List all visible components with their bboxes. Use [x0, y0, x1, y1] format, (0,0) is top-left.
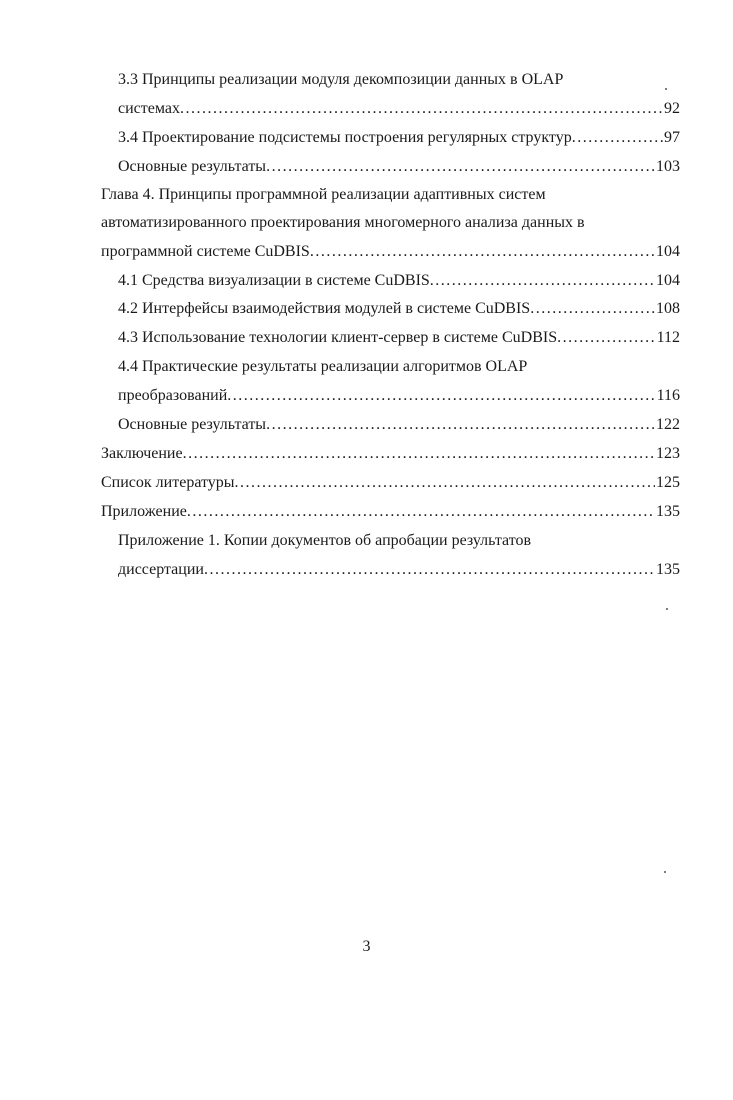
dot-leader: [187, 500, 655, 524]
toc-entry-text: преобразований: [118, 387, 228, 404]
toc-entry-3-4: [118, 126, 680, 150]
dot-leader: [266, 155, 655, 179]
toc-page-number: 92: [664, 100, 680, 117]
toc-entry-4-2: [118, 297, 680, 321]
toc-entry-3-3: [118, 68, 678, 92]
toc-page-number: 108: [656, 300, 680, 317]
toc-entry-text: диссертации: [118, 561, 204, 578]
toc-entry-conclusion: [101, 442, 680, 466]
toc-entry-text: Приложение: [101, 503, 187, 520]
dot-leader: [266, 413, 655, 437]
toc-page-number: 116: [656, 387, 680, 404]
dot-leader: [180, 97, 663, 121]
toc-entry-appendix: [101, 500, 680, 524]
toc-chapter-4-cont2: [101, 240, 680, 264]
dot-leader: [430, 269, 655, 293]
toc-entry-text: 4.3 Использование технологии клиент-сервер в системе CuDBIS: [118, 329, 558, 346]
toc-page-number: 135: [656, 561, 680, 578]
toc-page-number: 103: [656, 158, 680, 175]
toc-entry-4-4-cont: [118, 384, 680, 408]
toc-entry-text: Список литературы: [101, 474, 235, 491]
toc-entry-appendix-1-cont: [118, 558, 680, 582]
dot-leader: [183, 442, 655, 466]
dot-leader: [557, 326, 655, 350]
toc-entry-text: системах: [118, 100, 180, 117]
toc-entry-text: 4.4 Практические результаты реализации алгоритмов OLAP: [118, 358, 528, 375]
dot-leader: [572, 126, 663, 150]
toc-entry-text: автоматизированного проектирования многомерного анализа данных в: [101, 214, 585, 231]
toc-entry-ch4-summary: [118, 413, 680, 437]
toc-entry-text: 4.1 Средства визуализации в системе CuDBIS: [118, 272, 430, 289]
toc-entry-text: 3.4 Проектирование подсистемы построения регулярных структур: [118, 129, 572, 146]
page-number: 3: [362, 938, 371, 955]
dot-leader: [310, 240, 655, 264]
toc-entry-text: 4.2 Интерфейсы взаимодействия модулей в системе CuDBIS: [118, 300, 531, 317]
toc-page-number: 135: [656, 503, 680, 520]
toc-page-number: 104: [656, 243, 680, 260]
toc-entry-text: Основные результаты: [118, 416, 267, 433]
toc-entry-appendix-1: [118, 529, 678, 553]
toc-chapter-4: [101, 183, 681, 207]
toc-page-number: 123: [656, 445, 680, 462]
toc-page-number: 97: [664, 129, 680, 146]
toc-entry-4-4: [118, 355, 678, 379]
toc-chapter-4-cont: [101, 211, 681, 235]
dot-leader: [235, 471, 655, 495]
toc-entry-4-3: [118, 326, 680, 350]
toc-entry-text: Приложение 1. Копии документов об апробации результатов: [118, 532, 532, 549]
toc-entry-text: Глава 4. Принципы программной реализации адаптивных систем: [101, 186, 546, 203]
dot-leader: [204, 558, 655, 582]
dot-leader: [227, 384, 655, 408]
toc-page-number: 112: [656, 329, 680, 346]
scan-speck: [664, 871, 666, 873]
scan-speck: [666, 608, 668, 610]
scan-speck: [665, 88, 667, 90]
toc-page-number: 104: [656, 272, 680, 289]
toc-entry-text: Основные результаты: [118, 158, 267, 175]
toc-entry-3-3-cont: [118, 97, 680, 121]
toc-entry-text: Заключение: [101, 445, 183, 462]
toc-entry-text: 3.3 Принципы реализации модуля декомпозиции данных в OLAP: [118, 71, 564, 88]
toc-entry-references: [101, 471, 680, 495]
toc-entry-text: программной системе CuDBIS: [101, 243, 310, 260]
toc-page-number: 122: [656, 416, 680, 433]
toc-page-number: 125: [656, 474, 680, 491]
dot-leader: [530, 297, 655, 321]
toc-entry-ch3-summary: [118, 155, 680, 179]
toc-entry-4-1: [118, 269, 680, 293]
